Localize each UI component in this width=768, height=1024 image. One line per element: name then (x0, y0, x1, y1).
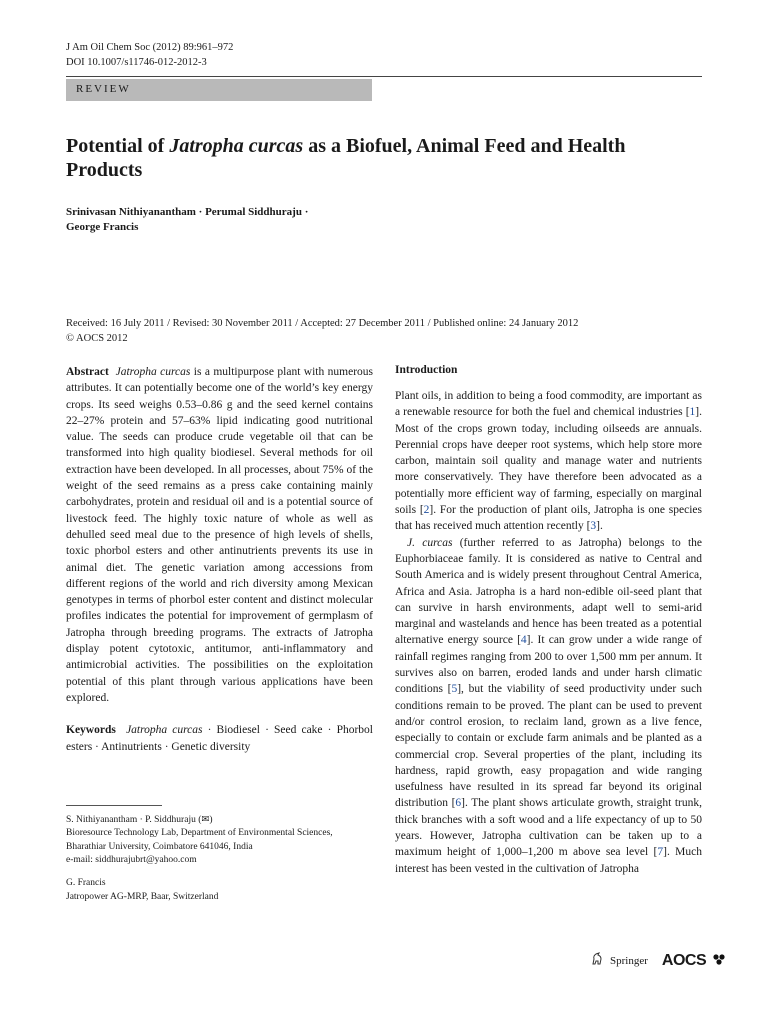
left-column (66, 364, 373, 904)
article-title (66, 134, 706, 182)
citation-link[interactable]: 6 (455, 797, 462, 810)
footnote-rule (66, 805, 162, 806)
citation-link[interactable]: 2 (423, 504, 430, 517)
abstract-label: Abstract (66, 366, 109, 378)
citation-link[interactable]: 4 (520, 634, 527, 647)
intro-p2-text-5: ]. Much interest has been vested in the cultivation of Jatropha (395, 846, 702, 875)
dates-line: Received: 16 July 2011 / Revised: 30 November 2011 / Accepted: 27 December 2011 / Published online: 24 January 2012 (66, 318, 579, 329)
journal-citation: J Am Oil Chem Soc (2012) 89:961–972 (66, 42, 234, 53)
copyright: © AOCS 2012 (66, 333, 128, 344)
introduction-heading: Introduction (395, 364, 458, 376)
citation-link[interactable]: 3 (590, 520, 597, 533)
intro-p1-text-4: ]. (596, 520, 603, 533)
authors-line-2: George Francis (66, 221, 139, 233)
citation-link[interactable]: 7 (657, 846, 664, 859)
keywords-text: · Biodiesel · Seed cake · Phorbol esters · Antinutrients · Genetic diversity (66, 724, 373, 753)
intro-p1-text-2: ]. Most of the crops grown today, including oilseeds are annuals. Perennial crops have deeper root systems, which help store more carbon, maintain soil quality and manage water and nutrients more conservatively. They have therefore been advocated as a potentially more efficient way of farming, especially on marginal soils [ (395, 406, 702, 517)
abstract-species: Jatropha curcas (115, 366, 191, 378)
keywords-species: Jatropha curcas (126, 724, 203, 737)
aocs-logo-text: AOCS (661, 952, 707, 969)
affiliation-authors-2: G. Francis (66, 878, 106, 889)
intro-p2-text-3: ], but the viability of seed productivity under such conditions remain to be proved. The plant can be used to prevent and/or control erosion, to reclaim land, grown as a live fence, especially to contain or exclude farm animals and be planted as a commercial crop. Several properties of the plant, including its hardness, rapid growth, easy propagation and wide ranging usefulness have resulted in its spread far beyond its original distribution [ (395, 683, 702, 810)
springer-horse-icon (590, 952, 604, 971)
springer-logo-text: Springer (610, 955, 648, 967)
authors-line-1: Srinivasan Nithiyanantham · Perumal Siddhuraju · (66, 206, 309, 218)
citation-link[interactable]: 5 (451, 683, 458, 696)
affiliation-lab: Bioresource Technology Lab, Department of Environmental Sciences, Bharathiar University, Coimbatore 641046, India (66, 828, 333, 852)
intro-p2-text-1: (further referred to as Jatropha) belongs to the Euphorbiaceae family. It is considered as native to Central and South America and is widely present throughout Central America, Africa and Asia. Jatropha is a hard non-edible oil-seed plant that can survive in harsh environments, adapt well to semi-arid marginal and wastelands and hence has been treated as a potential alternative energy source [ (395, 536, 702, 647)
affiliations (66, 814, 373, 904)
title-species: Jatropha curcas (169, 135, 304, 157)
intro-p2-text-2: ]. It can grow under a wide range of rainfall regimes ranging from 200 to over 1,500 mm per annum. It survives also on barren, eroded lands and under harsh climatic conditions [ (395, 634, 702, 696)
right-column (395, 364, 702, 877)
keywords-label: Keywords (66, 724, 116, 737)
citation-link[interactable]: 1 (689, 406, 696, 419)
publisher-footer (590, 950, 726, 972)
section-band (66, 79, 372, 101)
title-prefix: Potential of (66, 135, 170, 157)
intro-paragraph-2 (395, 535, 702, 877)
journal-header (66, 40, 233, 70)
intro-species: J. curcas (407, 536, 453, 549)
intro-p2-text-4: ]. The plant shows articulate growth, straight trunk, thick branches with a soft wood and a life expectancy of up to 50 years. However, Jatropha cultivation can be taken up to a maximum height of 1,000–1,200 m above sea level [ (395, 797, 702, 859)
abstract (66, 364, 373, 706)
section-label: REVIEW (76, 83, 131, 95)
title-suffix: as a Biofuel, Animal Feed and Health Products (66, 135, 626, 181)
intro-p1-text-3: ]. For the production of plant oils, Jatropha is one species that has received much attention recently [ (395, 504, 702, 533)
article-history (66, 316, 726, 346)
aocs-emblem-icon (712, 952, 726, 971)
abstract-text: is a multipurpose plant with numerous attributes. It can potentially become one of the world’s key energy crops. Its seed weighs 0.53–0.86 g and the seed kernel contains 22–27% protein and 57–63% lipid indicating good nutritional value. The seeds can produce crude vegetable oil that can be transformed into high quality biodiesel. Several methods for oil extraction have been developed. In all processes, about 75% of the weight of the seed remains as a press cake containing mainly carbohydrates, protein and residual oil and is a potential source of livestock feed. The highly toxic nature of whole as well as dehulled seed meal due to the presence of high levels of shells, toxic phorbol esters and other antinutrients prevents its use in animal diet. The genetic variation among accessions from different regions of the world and rich diversity among Mexican genotypes in terms of phorbol ester content and distinct molecular profiles indicates the potential for improvement of germplasm of Jatropha through breeding programs. The extracts of Jatropha display potent cytotoxic, antitumor, anti-inflammatory and antimicrobial activities. The possibilities on the exploitation potential of this plant through various applications have been explored. (66, 366, 373, 704)
affiliation-company: Jatropower AG-MRP, Baar, Switzerland (66, 891, 219, 902)
affiliation-authors-1: S. Nithiyanantham · P. Siddhuraju (✉) (66, 814, 213, 825)
author-list (66, 205, 466, 235)
doi: DOI 10.1007/s11746-012-2012-3 (66, 57, 207, 68)
keywords (66, 722, 373, 755)
header-rule (66, 76, 702, 77)
corresponding-email[interactable]: e-mail: siddhurajubrt@yahoo.com (66, 855, 197, 866)
intro-p1-text-1: Plant oils, in addition to being a food commodity, are important as a renewable resource for both the fuel and chemical industries [ (395, 390, 702, 419)
intro-paragraph-1 (395, 388, 702, 535)
